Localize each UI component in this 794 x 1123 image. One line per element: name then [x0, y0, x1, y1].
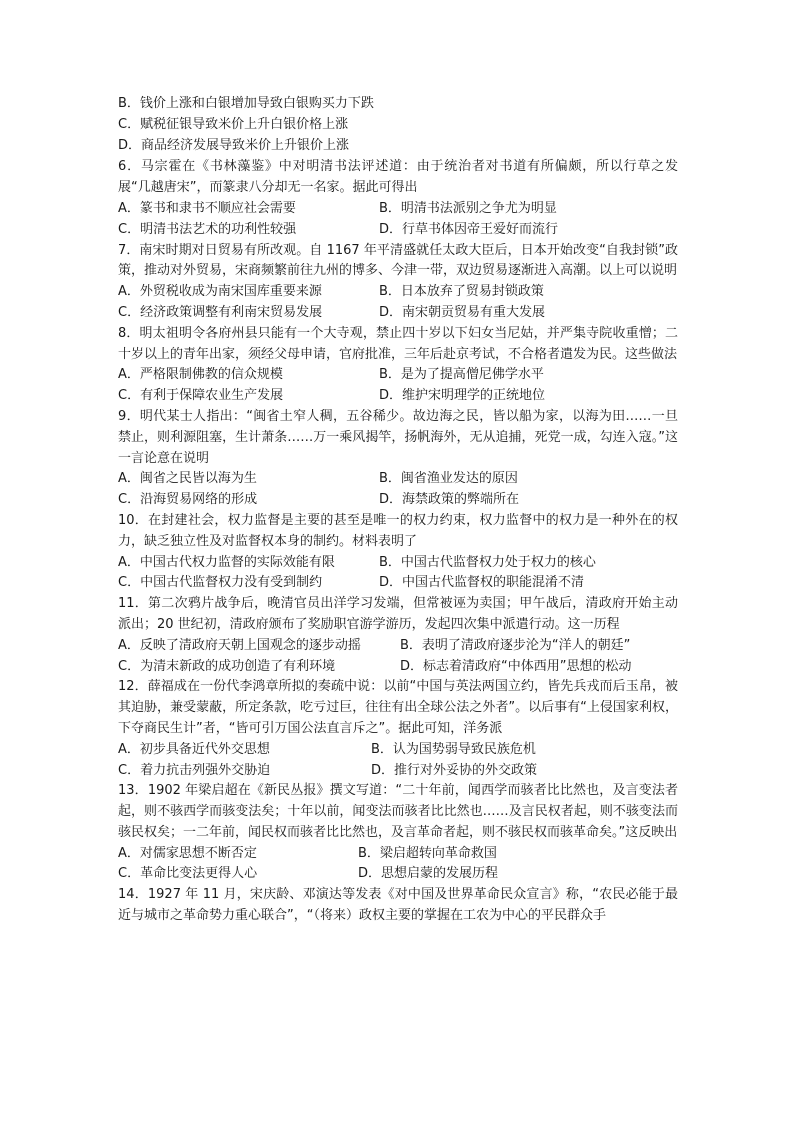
option-row [118, 844, 678, 865]
option-row [118, 636, 678, 657]
option-row [118, 490, 678, 511]
option-d: D．商品经济发展导致米价上升银价上涨 [118, 137, 350, 153]
option-a: A．外贸税收成为南宋国库重要来源 [118, 284, 322, 300]
carry-over-options [118, 94, 678, 156]
question-9 [118, 407, 678, 511]
question-12 [118, 677, 678, 781]
option-row [118, 553, 678, 574]
option-a: A．对儒家思想不断否定 [118, 845, 257, 861]
question-10 [118, 511, 678, 594]
option-c: C．革命比变法更得人心 [118, 866, 258, 882]
option-d: D．中国古代监督权的职能混淆不清 [379, 575, 585, 591]
option-row [118, 199, 678, 220]
option-a: A．篆书和隶书不顺应社会需要 [118, 200, 296, 216]
question-stem: 12．薛福成在一份代李鸿章所拟的奏疏中说：以前“中国与英法两国立约，皆先兵戎而后玉帛，被其迫胁，兼受蒙蔽，所定条款，吃亏过巨，往往有出全球公法之外者”。以后事有“上侵国家利权，下夺商民生计”者，“皆可引万国公法直言斥之”。据此可知，洋务派 [118, 679, 678, 736]
option-d: D．推行对外妥协的外交政策 [371, 762, 538, 778]
question-11 [118, 594, 678, 677]
option-d: D．行草书体因帝王爱好而流行 [379, 221, 559, 237]
option-d: D．海禁政策的弊端所在 [379, 492, 520, 508]
option-row [118, 220, 678, 241]
option-a: A．闽省之民皆以海为生 [118, 471, 257, 487]
option-c: C．赋税征银导致米价上升白银价格上涨 [118, 116, 349, 132]
question-13 [118, 781, 678, 885]
option-row [118, 864, 678, 885]
option-d: D．维护宋明理学的正统地位 [379, 388, 546, 404]
option-c: C．经济政策调整有利南宋贸易发展 [118, 304, 323, 320]
option-a: A．中国古代权力监督的实际效能有限 [118, 554, 335, 570]
question-stem: 10．在封建社会，权力监督是主要的甚至是唯一的权力约束，权力监督中的权力是一种外在的权力，缺乏独立性及对监督权本身的制约。材料表明了 [118, 512, 678, 549]
option-row [118, 761, 678, 782]
option-row [118, 282, 678, 303]
option-c: C．为清末新政的成功创造了有利环境 [118, 658, 336, 674]
option-b: B．认为国势弱导致民族危机 [371, 741, 536, 757]
option-b: B．日本放弃了贸易封锁政策 [379, 284, 544, 300]
question-stem: 6．马宗霍在《书林藻鉴》中对明清书法评述道：由于统治者对书道有所偏颇，所以行草之发展“几越唐宋”，而篆隶八分却无一名家。据此可得出 [118, 159, 678, 196]
option-c: C．明清书法艺术的功利性较强 [118, 221, 297, 237]
option-row [118, 365, 678, 386]
option-c: C．着力抗击列强外交胁迫 [118, 762, 271, 778]
option-b: B．表明了清政府逐步沦为“洋人的朝廷” [400, 637, 631, 653]
option-d: D．思想启蒙的发展历程 [358, 866, 499, 882]
question-14 [118, 885, 678, 927]
question-7 [118, 241, 678, 324]
question-stem: 14．1927 年 11 月，宋庆龄、邓演达等发表《对中国及世界革命民众宣言》称，“农民必能于最近与城市之革命势力重心联合”，“（将来）政权主要的掌握在工农为中心的平民群众手 [118, 887, 678, 924]
question-stem: 8．明太祖明令各府州县只能有一个大寺观，禁止四十岁以下妇女当尼姑，并严集寺院收重憎；二十岁以上的青年出家，须经父母申请，官府批准，三年后赴京考试，不合格者遣发为民。这些做法 [118, 325, 678, 362]
question-stem: 7．南宋时期对日贸易有所改观。自 1167 年平清盛就任太政大臣后，日本开始改变“自我封锁”政策，推动对外贸易，宋商频繁前往九州的博多、今津一带，双边贸易逐渐进入高潮。以上可以说明 [118, 242, 678, 279]
option-a: A．初步具备近代外交思想 [118, 741, 270, 757]
option-b: B．明清书法派别之争尤为明显 [379, 200, 557, 216]
option-row [118, 469, 678, 490]
question-stem: 13．1902 年梁启超在《新民丛报》撰文写道：“二十年前，闻西学而骇者比比然也，及言变法者起，则不骇西学而骇变法矣；十年以前，闻变法而骇者比比然也……及言民权者起，则不骇变法而骇民权矣；一二年前，闻民权而骇者比比然也，及言革命者起，则不骇民权而骇革命矣。”这反映出 [118, 783, 678, 840]
option-row [118, 740, 678, 761]
option-row [118, 303, 678, 324]
option-b: B．是为了提高僧尼佛学水平 [379, 367, 544, 383]
option-row [118, 657, 678, 678]
option-row [118, 573, 678, 594]
question-6 [118, 157, 678, 240]
option-d: D．南宋朝贡贸易有重大发展 [379, 304, 546, 320]
option-c: C．沿海贸易网络的形成 [118, 492, 258, 508]
option-c: C．有利于保障农业生产发展 [118, 388, 284, 404]
option-b: B．钱价上涨和白银增加导致白银购买力下跌 [118, 96, 374, 111]
exam-page [118, 94, 678, 927]
option-b: B．梁启超转向革命救国 [358, 845, 497, 861]
option-b: B．中国古代监督权力处于权力的核心 [379, 554, 596, 570]
option-b: B．闽省渔业发达的原因 [379, 471, 518, 487]
option-row [118, 386, 678, 407]
question-stem: 9．明代某士人指出：“闽省土窄人稠，五谷稀少。故边海之民，皆以船为家，以海为田……一旦禁止，则利源阻塞，生计萧条……万一乘风揭竿，扬帆海外，无从追捕，死党一成，勾连入寇。”这一言论意在说明 [118, 408, 678, 466]
question-8 [118, 324, 678, 407]
option-a: A．反映了清政府天朝上国观念的逐步动摇 [118, 637, 361, 653]
option-d: D．标志着清政府“中体西用”思想的松动 [400, 658, 632, 674]
option-a: A．严格限制佛教的信众规模 [118, 367, 283, 383]
option-c: C．中国古代监督权力没有受到制约 [118, 575, 323, 591]
question-stem: 11．第二次鸦片战争后，晚清官员出洋学习发端，但常被诬为卖国；甲午战后，清政府开始主动派出；20 世纪初，清政府颁布了奖励职官游学游历，发起四次集中派遣行动。这一历程 [118, 596, 678, 632]
